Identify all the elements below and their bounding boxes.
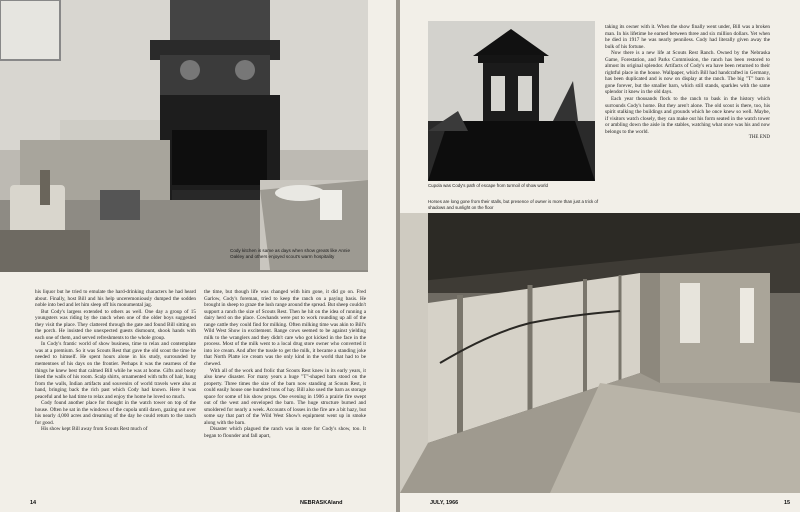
right-page — [400, 0, 800, 512]
paragraph: Each year thousands flock to the ranch to bask in the history which surrounds Cody's home. But they aren't alone. The old scout is there, too, his spirit stalking the buildings and grounds which he once knew so well. Maybe, if visitors watch closely, they can make out his form seated in the watch tower or ambling down the aisle in the stables, watching what once was his and now belongs to the world. — [605, 96, 770, 135]
cupola-photo — [428, 21, 595, 181]
left-column-1 — [35, 289, 196, 501]
the-end: THE END — [748, 135, 770, 141]
right-column — [605, 24, 770, 194]
stables-caption — [428, 199, 600, 211]
stables-photo — [400, 213, 800, 493]
paragraph: the time, but though life was changed with him gone, it did go on. Fred Garlow, Cody's foreman, tried to keep the ranch on a paying basis. He brought in sheep to graze the lush range around the spread. But sheep couldn't support a ranch the size of Scouts Rest. Then he hit on the idea of running a dairy herd on the place. Cowhands were put to work rounding up all of the range cattle they could find for milking. Often milking time was akin to Bill's Wild West Show in excitement. Range cows seemed to be against yielding milk to the wranglers and they didn't care who got kicked in the face in the process. Most of the milk went to a local drug store owner who converted it into ice cream. And after the tussle to get the milk, it became a standing joke that North Platte ice cream was the only kind in the world that had to be chewed. — [204, 289, 366, 368]
paragraph: But Cody's largess extended to others as well. One day a group of 15 youngsters was riding by the ranch when one of the older boys suggested they visit the place. They clattered through the gate and found Bill sitting on the porch. He insisted the unexpected guests dismount, shook hands with each one of them, and served refreshments to the whole group. — [35, 308, 196, 341]
kitchen-caption-text: Cody kitchen is same as days when show greats like Annie Oakley and others enjoyed scout's warm hospitality — [230, 248, 351, 259]
cupola-caption-text: Cupola was Cody's path of escape from turmoil of show world — [428, 183, 548, 188]
kitchen-photo-image — [0, 0, 368, 272]
paragraph: His show kept Bill away from Scouts Rest much of — [41, 426, 148, 433]
paragraph: Cody found another place for thought in the watch tower on top of the house. Often he sat in the windows of the cupola until dawn, gazing out over his nearly 4,000 acres and dreaming of the day he could return to the ranch for good. — [35, 400, 196, 426]
left-column-2 — [204, 289, 366, 501]
paragraph: Now there is a new life at Scouts Rest Ranch. Owned by the Nebraska Game, Forestation, and Parks Commission, the ranch has been restored to almost its original splendor. Artifacts of Cody's era have been returned to their rightful place in the house. Wallpaper, which Bill had handcrafted in Germany, has been duplicated and is now on display at the ranch. The big "T" barn is gone forever, but the smaller barn, which still stands, sparkles with the same splendor it knew in the old days. — [605, 50, 770, 96]
stables-caption-text: Horses are long gone from their stalls, but presence of owner is more than just a trick of shadows and sunlight on the floor — [428, 199, 599, 210]
folio-right-number: 15 — [784, 500, 791, 506]
folio-left-title: NEBRASKAland — [300, 500, 343, 506]
kitchen-photo — [0, 0, 368, 272]
paragraph: taking its owner with it. When the show finally went under, Bill was a broken man. In his lifetime he earned between three and six million dollars. Yet when he died in 1917 he was nearly penniless. Cody had literally given away the bulk of his fortune. — [605, 24, 770, 50]
paragraph: Disaster which plagued the ranch was in store for Cody's show, too. It began to flounder and fall apart, — [204, 426, 366, 440]
paragraph: With all of the work and frolic that Scouts Rest knew in its early years, it also knew disaster. For many years a huge "T"-shaped barn stood on the property. Three times the size of the barn now standing at Scouts Rest, it could easily house one hundred tons of hay. Bill also used the barn as storage space for some of his show props. One evening in 1906 a prairie fire swept out of the west and enveloped the barn. The huge structure burned and smoldered for nearly a week. Accounts of losses in the fire are a bit hazy, but some say that part of the Wild West Show's equipment went up in smoke along with the barn. — [204, 367, 366, 426]
kitchen-caption — [230, 248, 364, 260]
stables-photo-image — [400, 213, 800, 493]
folio-right-date: JULY, 1966 — [430, 500, 459, 506]
cupola-caption — [428, 183, 600, 189]
folio-left-number: 14 — [30, 500, 37, 506]
left-page — [0, 0, 396, 512]
paragraph: In Cody's frantic world of show business, time to relax and contemplate was at a premium. So it was Scouts Rest that gave the old scout the time he needed to himself. He spent hours alone in his study, surrounded by mementoes of his days on the frontier. Perhaps it was the nearness of the things he knew best that calmed Bill while he was at home. Gifts and booty lined the walls of his room. Scalp shirts, ornamented with tufts of hair, hung from the walls, Indian artifacts and souvenirs of world travels were also at hand, bringing back the rich past which Cody had known. Here it was peaceful and he had time to relax and enjoy the home he loved so much. — [35, 341, 196, 400]
paragraph: his liquor but he tried to emulate the hard-drinking characters he had heard about. Finally, host Bill and his help unceremoniously dumped the sodden noble into bed and let him sleep off his monumental jag. — [35, 289, 196, 309]
cupola-photo-image — [428, 21, 595, 181]
